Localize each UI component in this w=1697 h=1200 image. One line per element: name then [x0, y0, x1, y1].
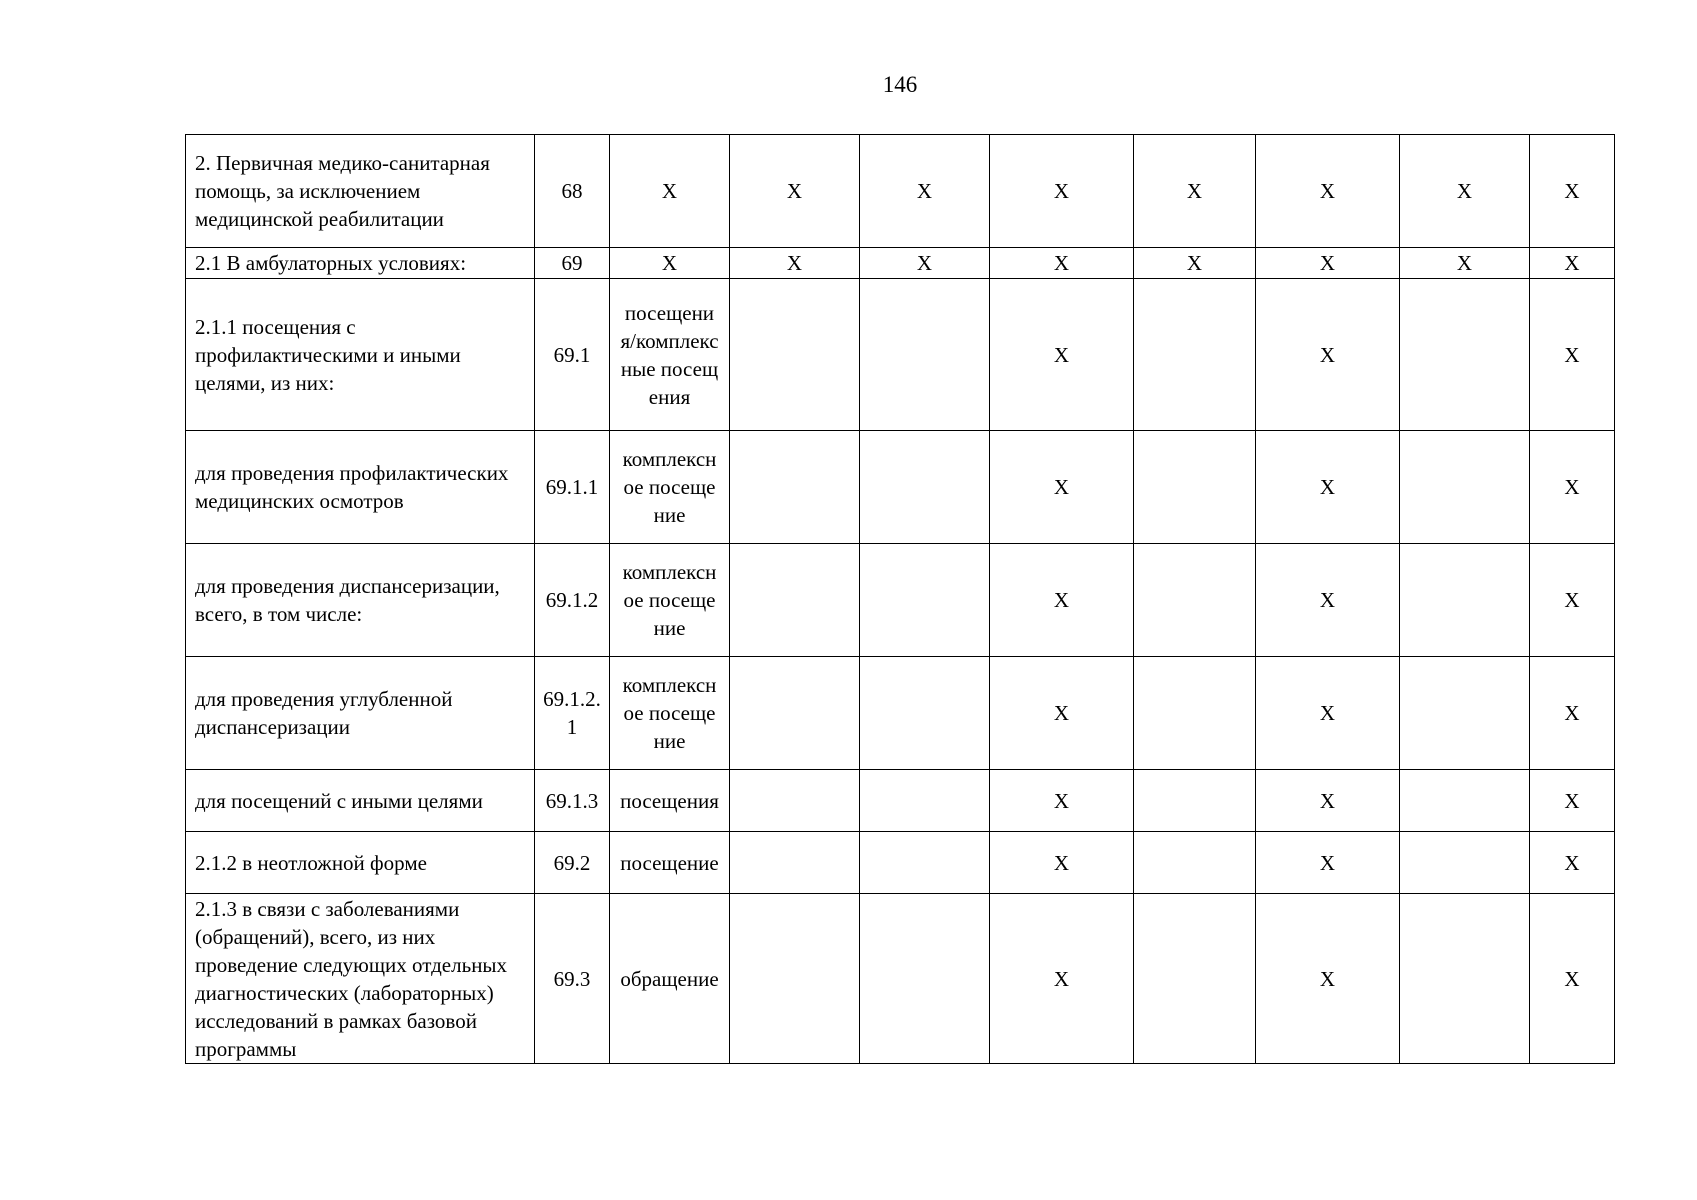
row-unit-cell: комплексное посещение — [610, 657, 730, 770]
value-cell: X — [860, 248, 990, 279]
value-cell: X — [1530, 832, 1615, 894]
row-code-cell: 69.1.2 — [535, 544, 610, 657]
value-cell — [730, 279, 860, 431]
value-cell — [730, 431, 860, 544]
table-row — [186, 770, 1615, 832]
value-cell: X — [1256, 135, 1400, 248]
value-cell — [1134, 832, 1256, 894]
row-name-cell: 2.1.3 в связи с заболеваниями (обращений), всего, из них проведение следующих отдельных диагностических (лабораторных) исследований в рамках базовой программы — [186, 894, 535, 1064]
value-cell: X — [990, 135, 1134, 248]
value-cell — [730, 544, 860, 657]
value-cell: X — [1530, 279, 1615, 431]
table-row — [186, 894, 1615, 1064]
row-name-cell: 2. Первичная медико-санитарная помощь, за исключением медицинской реабилитации — [186, 135, 535, 248]
services-table — [185, 134, 1615, 1064]
value-cell — [860, 279, 990, 431]
value-cell — [860, 544, 990, 657]
row-name-cell: 2.1.2 в неотложной форме — [186, 832, 535, 894]
value-cell: X — [730, 135, 860, 248]
value-cell — [1400, 279, 1530, 431]
value-cell — [730, 894, 860, 1064]
value-cell: X — [1530, 135, 1615, 248]
row-name-cell: для проведения углубленной диспансеризации — [186, 657, 535, 770]
value-cell: X — [1134, 135, 1256, 248]
value-cell — [1400, 894, 1530, 1064]
value-cell — [1134, 770, 1256, 832]
table-row — [186, 135, 1615, 248]
value-cell: X — [1530, 544, 1615, 657]
value-cell — [1134, 657, 1256, 770]
value-cell — [1400, 832, 1530, 894]
value-cell: X — [990, 431, 1134, 544]
value-cell: X — [990, 770, 1134, 832]
value-cell — [1400, 544, 1530, 657]
value-cell — [1134, 279, 1256, 431]
value-cell: X — [1400, 248, 1530, 279]
row-code-cell: 69.2 — [535, 832, 610, 894]
row-code-cell: 69.1.1 — [535, 431, 610, 544]
value-cell — [1134, 431, 1256, 544]
value-cell — [1400, 431, 1530, 544]
row-code-cell: 68 — [535, 135, 610, 248]
value-cell: X — [990, 832, 1134, 894]
value-cell: X — [1530, 248, 1615, 279]
row-name-cell: 2.1 В амбулаторных условиях: — [186, 248, 535, 279]
table-row — [186, 544, 1615, 657]
value-cell: X — [730, 248, 860, 279]
value-cell — [1400, 657, 1530, 770]
table-row — [186, 657, 1615, 770]
row-code-cell: 69.1.3 — [535, 770, 610, 832]
table-row — [186, 248, 1615, 279]
value-cell: X — [1256, 431, 1400, 544]
table-row — [186, 832, 1615, 894]
row-code-cell: 69.1 — [535, 279, 610, 431]
value-cell: X — [1134, 248, 1256, 279]
row-unit-cell: X — [610, 248, 730, 279]
value-cell: X — [860, 135, 990, 248]
value-cell — [730, 657, 860, 770]
value-cell: X — [1530, 657, 1615, 770]
row-name-cell: для проведения профилактических медицинских осмотров — [186, 431, 535, 544]
value-cell — [1400, 770, 1530, 832]
value-cell: X — [1530, 770, 1615, 832]
row-unit-cell: комплексное посещение — [610, 544, 730, 657]
value-cell — [860, 657, 990, 770]
value-cell: X — [990, 657, 1134, 770]
value-cell: X — [1256, 657, 1400, 770]
value-cell — [860, 431, 990, 544]
value-cell — [860, 770, 990, 832]
value-cell: X — [990, 894, 1134, 1064]
value-cell: X — [990, 248, 1134, 279]
value-cell: X — [990, 544, 1134, 657]
row-unit-cell: обращение — [610, 894, 730, 1064]
row-code-cell: 69 — [535, 248, 610, 279]
row-unit-cell: комплексное посещение — [610, 431, 730, 544]
value-cell: X — [1256, 279, 1400, 431]
row-unit-cell: посещения/комплексные посещения — [610, 279, 730, 431]
page-number: 146 — [882, 72, 918, 97]
row-unit-cell: посещения — [610, 770, 730, 832]
row-unit-cell: посещение — [610, 832, 730, 894]
row-name-cell: для посещений с иными целями — [186, 770, 535, 832]
row-code-cell: 69.3 — [535, 894, 610, 1064]
value-cell: X — [1256, 248, 1400, 279]
value-cell — [860, 894, 990, 1064]
value-cell — [730, 770, 860, 832]
value-cell — [1134, 894, 1256, 1064]
value-cell: X — [1530, 431, 1615, 544]
value-cell — [1134, 544, 1256, 657]
row-name-cell: для проведения диспансеризации, всего, в том числе: — [186, 544, 535, 657]
value-cell: X — [1256, 544, 1400, 657]
value-cell: X — [1400, 135, 1530, 248]
table-row — [186, 279, 1615, 431]
value-cell: X — [990, 279, 1134, 431]
table-row — [186, 431, 1615, 544]
row-name-cell: 2.1.1 посещения с профилактическими и иными целями, из них: — [186, 279, 535, 431]
row-unit-cell: X — [610, 135, 730, 248]
value-cell: X — [1256, 894, 1400, 1064]
value-cell: X — [1256, 770, 1400, 832]
value-cell: X — [1530, 894, 1615, 1064]
value-cell — [730, 832, 860, 894]
value-cell — [860, 832, 990, 894]
value-cell: X — [1256, 832, 1400, 894]
row-code-cell: 69.1.2.1 — [535, 657, 610, 770]
